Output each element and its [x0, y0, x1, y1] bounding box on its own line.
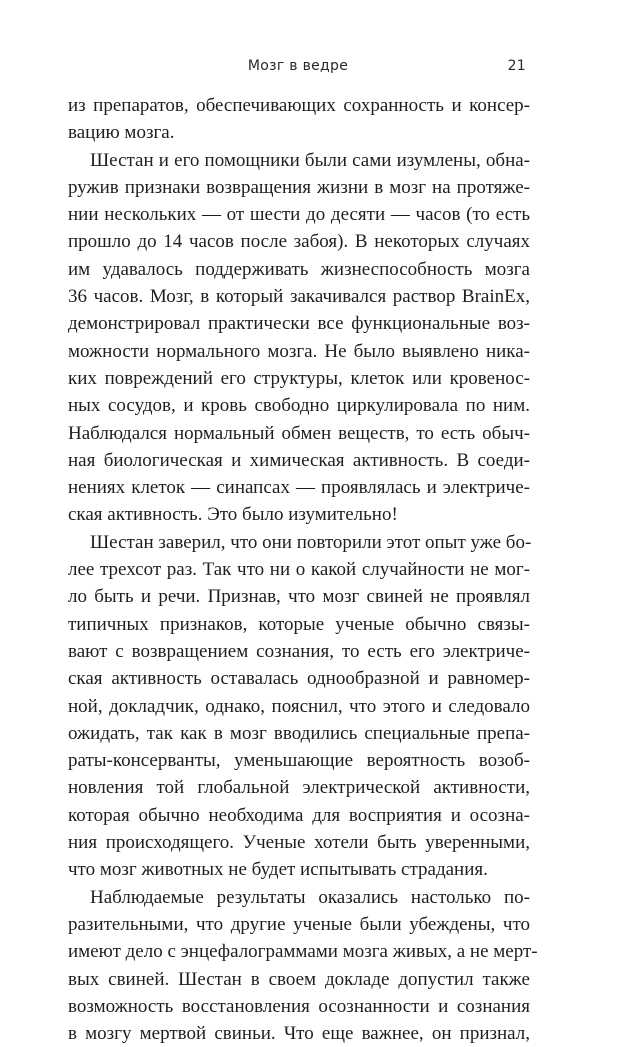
- text-line: демонстрировал практически все функциональные воз-: [68, 313, 530, 335]
- text-line: возможность восстановления осознанности и сознания: [68, 995, 530, 1017]
- text-line: Шестан и его помощники были сами изумлены, обна-: [90, 149, 530, 171]
- text-line: вацию мозга.: [68, 122, 175, 144]
- text-line: Наблюдался нормальный обмен веществ, то есть обыч-: [68, 422, 530, 444]
- text-line: 36 часов. Мозг, в который закачивался раствор BrainEx,: [68, 286, 530, 308]
- body-text: [68, 92, 538, 1047]
- text-line: разительными, что другие ученые были убеждены, что: [68, 913, 530, 935]
- text-line: можности нормального мозга. Не было выявлено ника-: [68, 340, 530, 362]
- page-number: 21: [507, 58, 526, 74]
- text-line: ния происходящего. Ученые хотели быть уверенными,: [68, 832, 530, 854]
- text-line: нии нескольких — от шести до десяти — часов (то есть: [68, 204, 530, 226]
- text-line: раты-консерванты, уменьшающие вероятность возоб-: [68, 750, 530, 772]
- text-line: Наблюдаемые результаты оказались настолько по-: [90, 886, 530, 908]
- text-line: ская активность оставалась однообразной и равномер-: [68, 668, 530, 690]
- text-line: ких повреждений его структуры, клеток или кровенос-: [68, 367, 530, 389]
- text-line: в мозгу мертвой свиньи. Что еще важнее, он признал,: [68, 1023, 530, 1045]
- text-line: что мозг животных не будет испытывать страдания.: [68, 859, 488, 881]
- text-line: вых свиней. Шестан в своем докладе допустил также: [68, 968, 530, 990]
- text-line: из препаратов, обеспечивающих сохранность и консер-: [68, 95, 530, 116]
- text-line: Шестан заверил, что они повторили этот опыт уже бо-: [90, 531, 532, 553]
- text-line: ожидать, так как в мозг вводились специальные препа-: [68, 722, 530, 744]
- text-line: ружив признаки возвращения жизни в мозг на протяже-: [68, 176, 530, 198]
- text-line: ных сосудов, и кровь свободно циркулировала по ним.: [68, 395, 530, 417]
- text-line: прошло до 14 часов после забоя). В некоторых случаях: [68, 231, 530, 253]
- text-line: типичных признаков, которые ученые обычно связы-: [68, 613, 530, 635]
- text-line: новления той глобальной электрической активности,: [68, 777, 530, 799]
- text-line: ной, докладчик, однако, пояснил, что этого и следовало: [68, 695, 530, 717]
- text-line: которая обычно необходима для восприятия и осозна-: [68, 804, 530, 826]
- text-line: имеют дело с энцефалограммами мозга живых, а не мерт-: [68, 941, 538, 963]
- text-line: ская активность. Это было изумительно!: [68, 504, 398, 526]
- text-line: им удавалось поддерживать жизнеспособность мозга: [68, 258, 530, 280]
- text-line: ло быть и речи. Признав, что мозг свиней не проявлял: [68, 586, 530, 608]
- text-line: вают с возвращением сознания, то есть его электриче-: [68, 640, 530, 662]
- running-title: Мозг в ведре: [247, 58, 349, 74]
- text-line: нениях клеток — синапсах — проявлялась и электриче-: [68, 477, 530, 499]
- text-line: лее трехсот раз. Так что ни о какой случайности не мог-: [68, 559, 530, 581]
- running-head: [70, 58, 526, 80]
- text-line: ная биологическая и химическая активность. В соеди-: [68, 449, 530, 471]
